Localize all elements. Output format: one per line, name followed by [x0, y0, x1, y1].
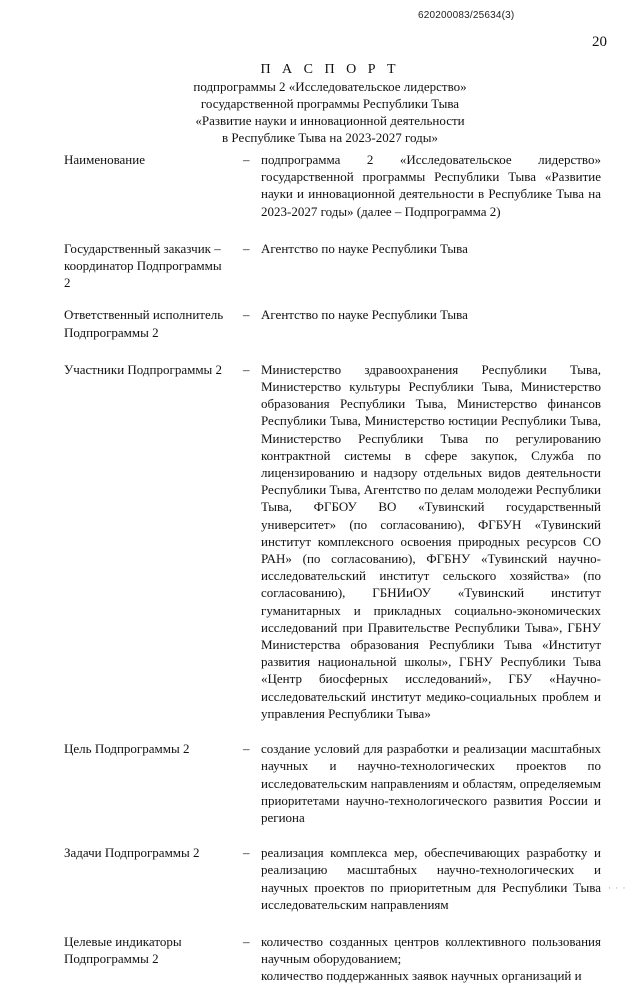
- row-dash: –: [243, 152, 250, 167]
- row-value: Агентство по науке Республики Тыва: [261, 240, 468, 256]
- title-line-4: в Республике Тыва на 2023-2027 годы»: [222, 130, 438, 145]
- row-value: реализация комплекса мер, обеспечивающих разработку и реализацию масштабных научно-технологических и научных проектов по приоритетным для Республики Тыва исследовательским направлениям: [261, 845, 601, 912]
- row-name: [0, 151, 640, 220]
- row-executor: [0, 306, 640, 340]
- page-number: 20: [592, 34, 607, 50]
- row-label: Участники Подпрограммы 2: [64, 361, 223, 377]
- row-value: подпрограмма 2 «Исследовательское лидерство» государственной программы Республики Тыва «Развитие науки и инновационной деятельности в Республике Тыва на 2023-2027 годы» (далее – Подпрограмма 2): [261, 152, 601, 219]
- title-line-3: «Развитие науки и инновационной деятельности: [195, 113, 465, 128]
- row-label: Государственный заказчик – координатор Подпрограммы 2: [64, 240, 222, 291]
- row-dash: –: [243, 845, 250, 861]
- row-label: Целевые индикаторы Подпрограммы 2: [64, 933, 182, 967]
- title-heading: П А С П О Р Т: [260, 62, 400, 77]
- row-value: Агентство по науке Республики Тыва: [261, 307, 468, 323]
- row-value: Министерство здравоохранения Республики Тыва, Министерство культуры Республики Тыва, Министерство образования Республики Тыва, Министерство финансов Республики Тыва, Министерство юстиции Республики Тыва, Министерство Республики Тыва по регулированию контрактной системы в сфере закупок, Служба по лицензированию и надзору отдельных видов деятельности Республики Тыва, Агентство по делам молодежи Республики Тыва, ФГБОУ ВО «Тувинский государственный университет» (по согласованию), ФГБУН «Тувинский институт комплексного освоения природных ресурсов СО РАН» (по согласованию), ФГБНУ «Тувинский научно-исследовательский институт сельского хозяйства» (по согласованию), ГБНИиОУ «Тувинский институт гуманитарных и прикладных социально-экономических исследований при Правительстве Республики Тыва», ГБНУ Министерства образования Республики Тыва «Институт развития национальной школы», ГБНУ Республики Тыва «Центр биосферных исследований», ГБУ «Научно-исследовательский институт медико-социальных проблем и управления Республики Тыва»: [261, 361, 601, 721]
- row-label: Цель Подпрограммы 2: [64, 741, 190, 757]
- row-goal: [0, 740, 640, 826]
- indicator-item: количество созданных центров коллективного пользования научным оборудованием;: [261, 933, 601, 967]
- row-dash: –: [243, 240, 250, 256]
- row-participants: [0, 361, 640, 722]
- row-label: Наименование: [64, 152, 145, 167]
- row-dash: –: [243, 307, 250, 323]
- row-tasks: [0, 844, 640, 913]
- row-label: Ответственный исполнитель Подпрограммы 2: [64, 307, 224, 340]
- row-dash: –: [243, 361, 250, 377]
- title-line-1: подпрограммы 2 «Исследовательское лидерство»: [193, 79, 467, 94]
- indicator-item: количество поддержанных заявок научных организаций и: [261, 968, 582, 984]
- row-indicators: [0, 933, 640, 985]
- row-label: Задачи Подпрограммы 2: [64, 845, 200, 861]
- row-value: [261, 933, 601, 985]
- passport-table: [0, 151, 640, 985]
- passport-title: [150, 61, 510, 146]
- title-line-2: государственной программы Республики Тыва: [200, 96, 460, 111]
- row-dash: –: [243, 741, 250, 757]
- document-code: 620200083/25634(3): [418, 10, 515, 21]
- row-customer: [0, 240, 640, 292]
- scan-artifact: · · ·: [608, 883, 627, 893]
- row-value: создание условий для разработки и реализации масштабных научных и научно-технологических проектов по исследовательским направлениям и областям, определяемым приоритетами научно-технологического развития России и региона: [261, 741, 601, 825]
- row-dash: –: [243, 933, 250, 949]
